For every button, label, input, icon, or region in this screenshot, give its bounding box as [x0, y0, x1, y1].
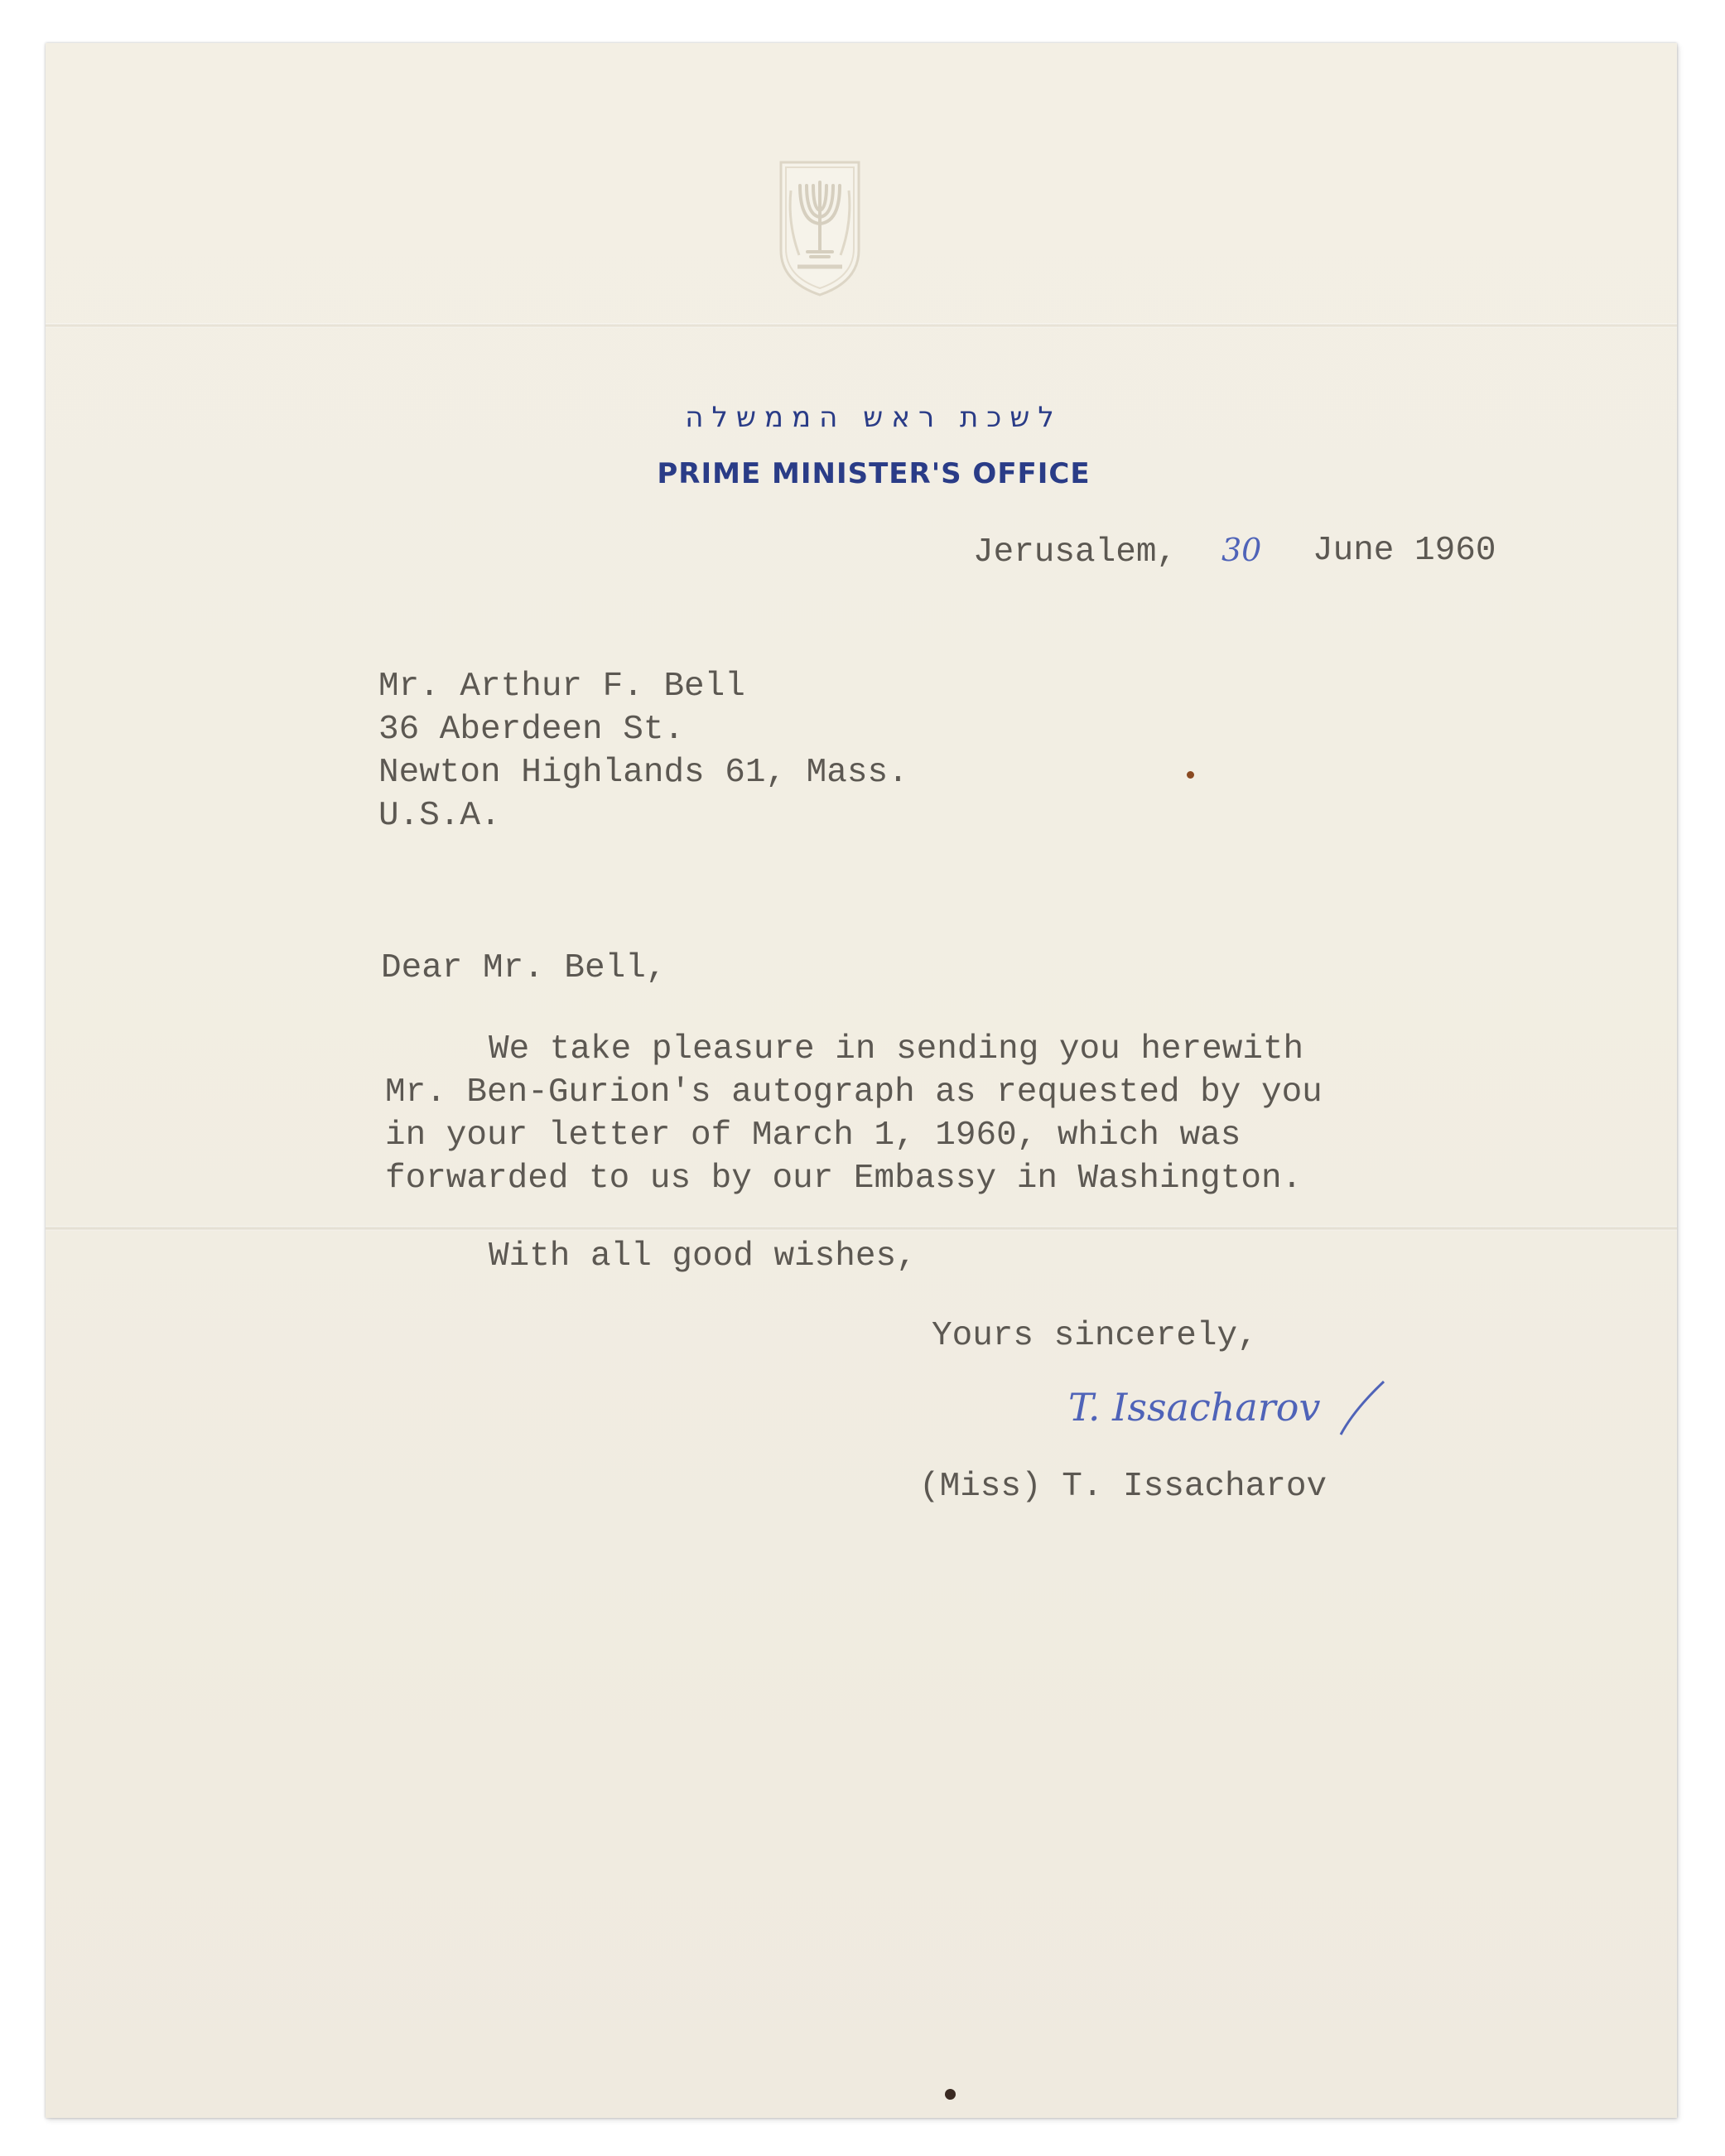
- menorah-emblem-icon: [774, 157, 865, 298]
- paragraph-line: Mr. Ben-Gurion's autograph as requested by you: [385, 1073, 1323, 1112]
- letter-sheet: [46, 43, 1677, 2118]
- date-day-handwritten: 30: [1221, 532, 1262, 568]
- salutation: Dear Mr. Bell,: [381, 949, 667, 987]
- paragraph-line: We take pleasure in sending you herewith: [489, 1030, 1304, 1068]
- good-wishes: With all good wishes,: [489, 1237, 917, 1276]
- handwritten-signature: T. Issacharov: [1068, 1385, 1321, 1430]
- address-line-country: U.S.A.: [378, 797, 501, 835]
- address-line-city: Newton Highlands 61, Mass.: [378, 754, 908, 792]
- address-line-street: 36 Aberdeen St.: [378, 711, 685, 749]
- signature-flourish: [1337, 1377, 1387, 1443]
- bottom-fold-crease: [46, 1226, 1677, 1231]
- address-line-name: Mr. Arthur F. Bell: [378, 668, 745, 706]
- date-month-year: June 1960: [1313, 532, 1496, 570]
- date-place: Jerusalem,: [973, 533, 1178, 572]
- ink-spot: [1187, 771, 1194, 779]
- paragraph-line: forwarded to us by our Embassy in Washington.: [385, 1160, 1303, 1198]
- valediction: Yours sincerely,: [932, 1317, 1258, 1355]
- typed-signatory-name: (Miss) T. Issacharov: [919, 1468, 1327, 1506]
- office-letterhead: PRIME MINISTER'S OFFICE: [657, 457, 1091, 490]
- punch-mark: [945, 2089, 956, 2100]
- hebrew-letterhead: לשכת ראש הממשלה: [685, 401, 1062, 434]
- paragraph-line: in your letter of March 1, 1960, which was: [385, 1117, 1241, 1155]
- top-fold-crease: [46, 323, 1677, 328]
